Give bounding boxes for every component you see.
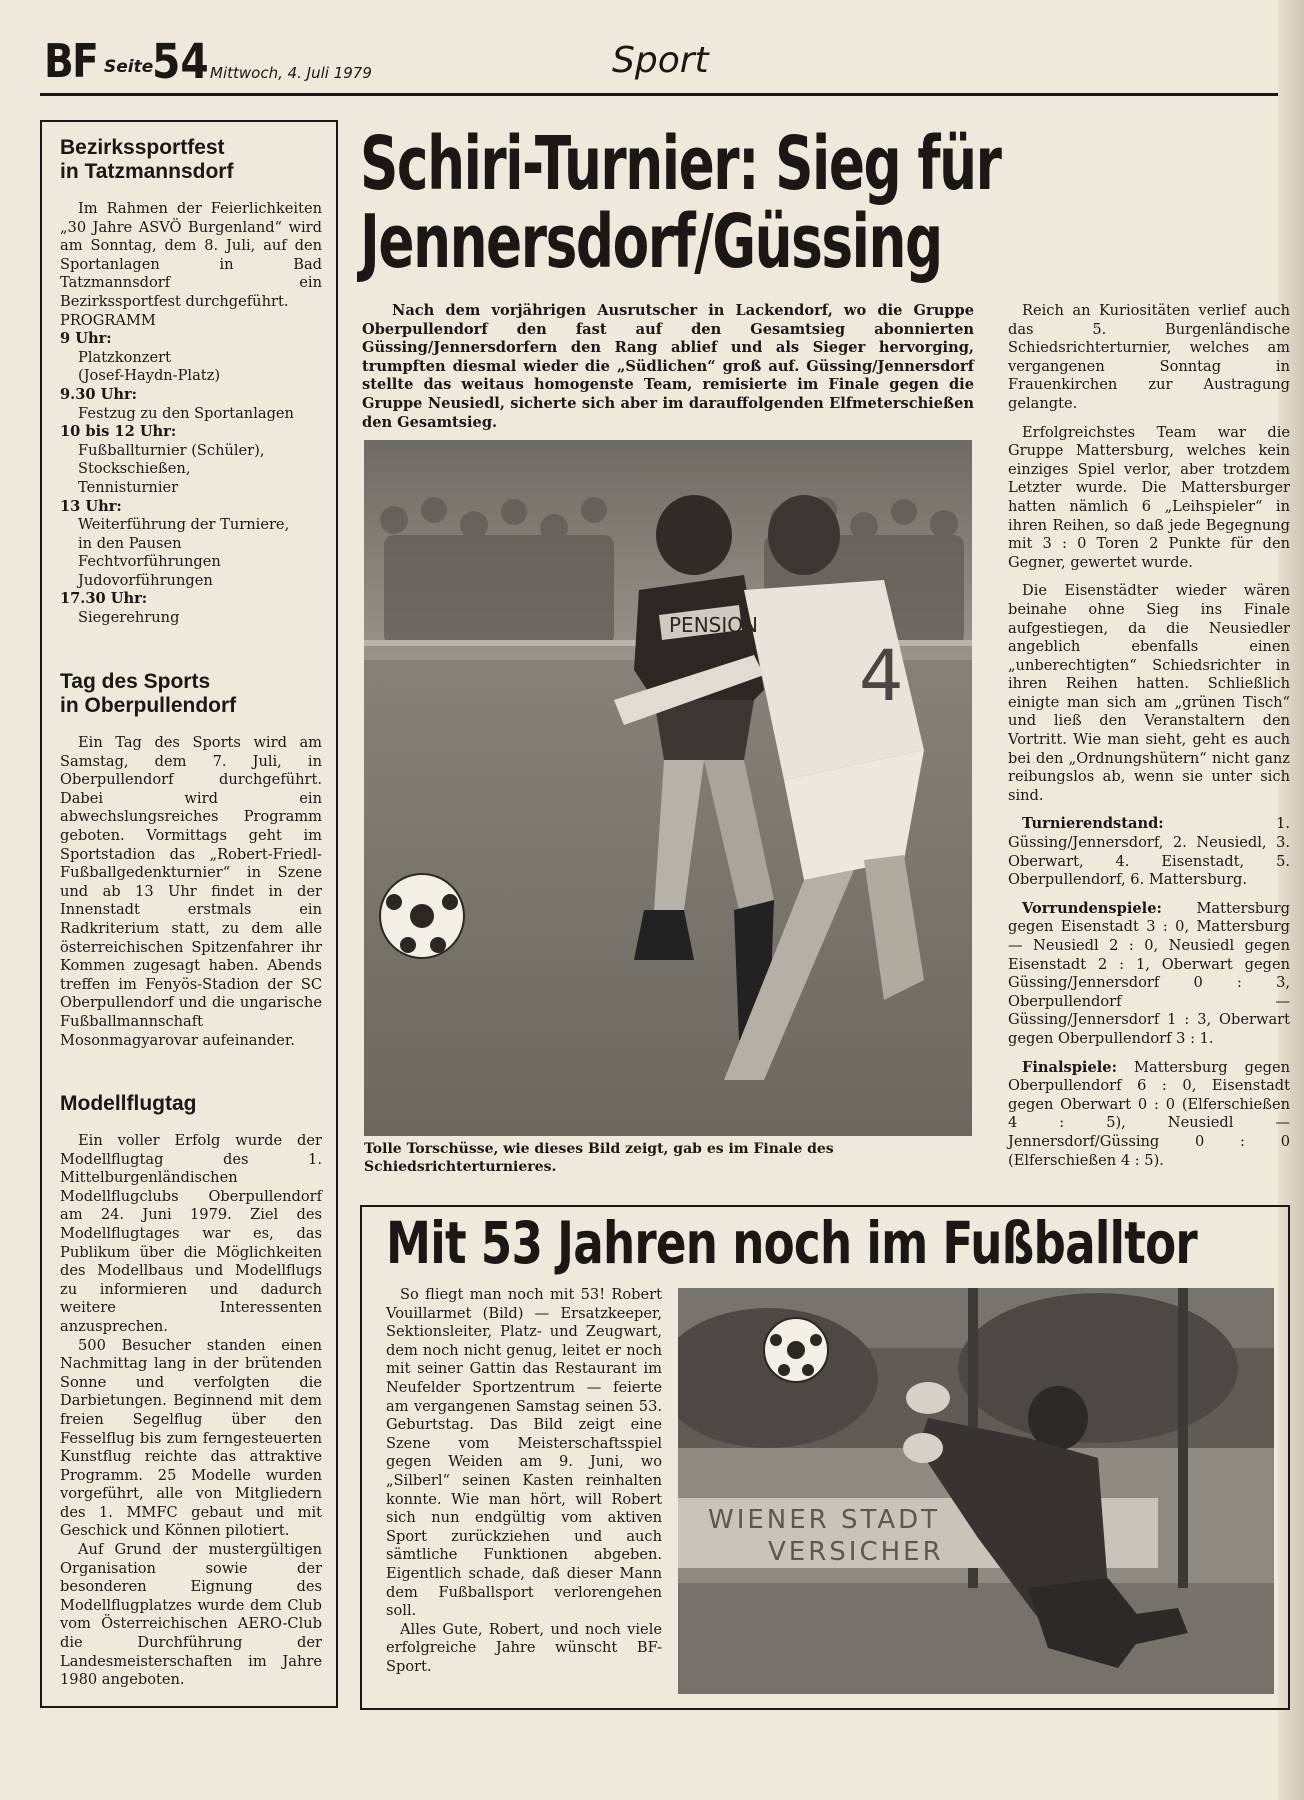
article-modellflugtag: [60, 1092, 322, 1690]
program-item: Weiterführung der Turniere,: [78, 516, 290, 534]
program-time: 17.30 Uhr:: [60, 590, 148, 608]
issue-date: Mittwoch, 4. Juli 1979: [210, 64, 372, 82]
main-lede: Nach dem vorjährigen Ausrutscher in Lackendorf, wo die Gruppe Oberpullendorf den fast auf den Gesamtsieg abonnierten Güssing/Jennersdorfern den Rang ablief und als Sieger hervorging, trumpften diesmal wieder die „Südlichen“ groß auf. Güssing/Jennersdorf stellte das weitaus homogenste Team, remisierte im Finale gegen die Gruppe Neusiedl, sicherte sich aber im darauffolgenden Elfmeterschießen den Gesamtsieg.: [362, 302, 974, 431]
article-paragraph: Auf Grund der mustergültigen Organisation sowie der besonderen Eignung des Modellflugplatzes wurde dem Club vom Österreichischen AERO-Club die Durchführung der Landesmeisterschaften im Jahre 1980 angeboten.: [60, 1541, 322, 1689]
sidebar-box: [40, 120, 338, 1708]
page-label: Seite: [104, 57, 154, 77]
article-title: Modellflugtag: [60, 1092, 197, 1115]
standings-label: Turnierendstand:: [1022, 815, 1164, 833]
masthead: [0, 0, 1304, 95]
photo-caption: Tolle Torschüsse, wie dieses Bild zeigt, gab es im Finale des Schiedsrichterturnieres.: [364, 1141, 834, 1175]
program-item: Fechtvorführungen: [78, 553, 221, 571]
banner-text-line2: VERSICHER: [768, 1537, 944, 1567]
goalkeeper-article-body: [386, 1286, 662, 1676]
prelim-label: Vorrundenspiele:: [1022, 899, 1162, 917]
article-body: Ein Tag des Sports wird am Samstag, dem 7. Juli, in Oberpullendorf durchgeführt. Dabei wird ein abwechslungsreiches Programm geboten. Vormittags geht im Sportstadion das „Robert-Friedl-Fußballgedenkturnier“ in Szene und ab 13 Uhr findet in der Innenstadt erstmals ein Radkriterium statt, zu dem alle österreichischen Spitzenfahrer ihr Kommen zugesagt haben. Abends treffen im Fenyös-Stadion der SC Oberpullendorf und die ungarische Fußballmannschaft Mosonmagyarovar aufeinander.: [60, 734, 322, 1049]
football-match-photo: [364, 440, 972, 1136]
program-item: Siegerehrung: [78, 609, 180, 627]
article-title-line2: in Tatzmannsdorf: [60, 160, 234, 183]
program-item: Platzkonzert: [78, 348, 171, 366]
article-paragraph: So fliegt man noch mit 53! Robert Vouillarmet (Bild) — Ersatzkeeper, Sektionsleiter, Platz- und Zeugwart, dem noch nicht genug, leitet er noch mit seiner Gattin das Restaurant im Neufelder Sportzentrum — feierte am vergangenen Samstag seinen 53. Geburtstag. Das Bild zeigt eine Szene vom Meisterschaftsspiel gegen Weiden am 9. Juni, wo „Silberl“ seinen Kasten reinhalten konnte. Wie man hört, will Robert sich nun endgültig vom aktiven Sport zurückziehen und auch sämtliche Funktionen abgeben. Eigentlich schade, daß dieser Mann dem Fußballsport verlorengehen soll.: [386, 1286, 662, 1620]
goalkeeper-photo: [678, 1288, 1274, 1694]
program-time: 9 Uhr:: [60, 330, 112, 348]
header-rule: [40, 93, 1280, 96]
banner-text-line1: WIENER STADT: [708, 1505, 941, 1535]
newspaper-logo: BF: [44, 34, 98, 88]
final-label: Finalspiele:: [1022, 1058, 1117, 1076]
program-time: 10 bis 12 Uhr:: [60, 423, 177, 441]
program-item: Festzug zu den Sportanlagen: [78, 404, 294, 422]
final-paragraph: [1008, 1059, 1290, 1171]
section-title: Sport: [612, 40, 709, 81]
article-paragraph: Alles Gute, Robert, und noch viele erfolgreiche Jahre wünscht BF-Sport.: [386, 1620, 662, 1675]
article-title-line1: Bezirkssportfest: [60, 136, 225, 159]
jersey-number: 4: [859, 635, 904, 717]
program-label: PROGRAMM: [60, 311, 156, 329]
article-intro: Im Rahmen der Feierlichkeiten „30 Jahre ASVÖ Burgenland“ wird am Sonntag, dem 8. Juli, auf den Sportanlagen in Bad Tatzmannsdorf ein Bezirkssportfest durchgeführt.: [60, 200, 322, 310]
program-list: [60, 330, 322, 628]
prelim-paragraph: [1008, 900, 1290, 1049]
program-item: (Josef-Haydn-Platz): [78, 367, 221, 385]
jersey-text: PENSION: [669, 613, 758, 637]
program-item: Fußballturnier (Schüler),: [78, 441, 265, 459]
prelim-text: Mattersburg gegen Eisenstadt 3 : 0, Mattersburg — Neusiedl 2 : 0, Neusiedl gegen Eisenstadt 2 : 1, Oberwart gegen Güssing/Jennersdorf 0 : 3, Oberpullendorf — Güssing/Jennersdorf 1 : 3, Oberwart gegen Oberpullendorf 3 : 1.: [1008, 899, 1290, 1047]
article-title-line1: Tag des Sports: [60, 670, 211, 693]
main-headline-line2: Jennersdorf/Güssing: [360, 199, 942, 285]
article-tag-des-sports: [60, 670, 322, 1050]
program-item: Tennisturnier: [78, 478, 179, 496]
article-paragraph: Reich an Kuriositäten verlief auch das 5. Burgenländische Schiedsrichterturnier, welches am vergangenen Sonntag in Frauenkirchen zur Austragung gelangte.: [1008, 302, 1290, 412]
program-item: in den Pausen: [78, 534, 182, 552]
standings-text: 1. Güssing/Jennersdorf, 2. Neusiedl, 3. Oberwart, 4. Eisenstadt, 5. Oberpullendorf, 6. Mattersburg.: [1008, 815, 1290, 889]
article-paragraph: Die Eisenstädter wieder wären beinahe ohne Sieg ins Finale aufgestiegen, da die Neusiedler angeblich ebenfalls einen „unberechtigten“ Schiedsrichter in ihren Reihen hatten. Schließlich einigte man sich am „grünen Tisch“ und ließ den Veranstaltern den Vortritt. Wie man sieht, geht es auch bei den „Ordnungshütern“ nicht ganz reibungslos ab, wenn sie unter sich sind.: [1008, 582, 1290, 804]
goalkeeper-photo-illustration: [678, 1288, 1274, 1694]
article-bezirkssportfest: [60, 136, 322, 628]
main-headline-line1: Schiri-Turnier: Sieg für: [360, 121, 1001, 207]
article-title-line2: in Oberpullendorf: [60, 694, 237, 717]
program-time: 9.30 Uhr:: [60, 385, 138, 403]
match-photo-illustration: [364, 440, 972, 1136]
article-paragraph: Ein voller Erfolg wurde der Modellflugtag des 1. Mittelburgenländischen Modellflugclubs Oberpullendorf am 24. Juni 1979. Ziel des Modellflugtages war es, das Publikum über die Möglichkeiten des Modellbaus und Modellflugs zu informieren und dadurch weitere Interessenten anzusprechen.: [60, 1132, 322, 1335]
main-right-column: [1008, 302, 1290, 1180]
article-paragraph: Erfolgreichstes Team war die Gruppe Mattersburg, welches kein einziges Spiel verlor, aber trotzdem Letzter wurde. Die Mattersburger hatten nämlich 6 „Leihspieler“ in ihren Reihen, so daß jede Begegnung mit 3 : 0 Toren 2 Punkte für den Gegner, gewertet wurde.: [1008, 423, 1290, 571]
goalkeeper-headline: Mit 53 Jahren noch im Fußballtor: [386, 1209, 1197, 1277]
page-number: 54: [152, 34, 209, 90]
article-paragraph: 500 Besucher standen einen Nachmittag lang in der brütenden Sonne und verfolgten die Darbietungen. Beginnend mit dem freien Segelflug über den Fesselflug bis zum ferngesteuerten Kunstflug reichte das attraktive Programm. 25 Modelle wurden vorgeführt, alle von Mitgliedern des 1. MMFC gebaut und mit Geschick und Können pilotiert.: [60, 1336, 322, 1540]
program-item: Stockschießen,: [78, 460, 191, 478]
final-text: Mattersburg gegen Oberpullendorf 6 : 0, Eisenstadt gegen Oberwart 0 : 0 (Elferschießen 4 : 5), Neusiedl — Jennersdorf/Güssing 0 : 0 (Elferschießen 4 : 5).: [1008, 1058, 1290, 1169]
standings-paragraph: [1008, 815, 1290, 889]
program-time: 13 Uhr:: [60, 497, 122, 515]
program-item: Judovorführungen: [78, 571, 213, 589]
